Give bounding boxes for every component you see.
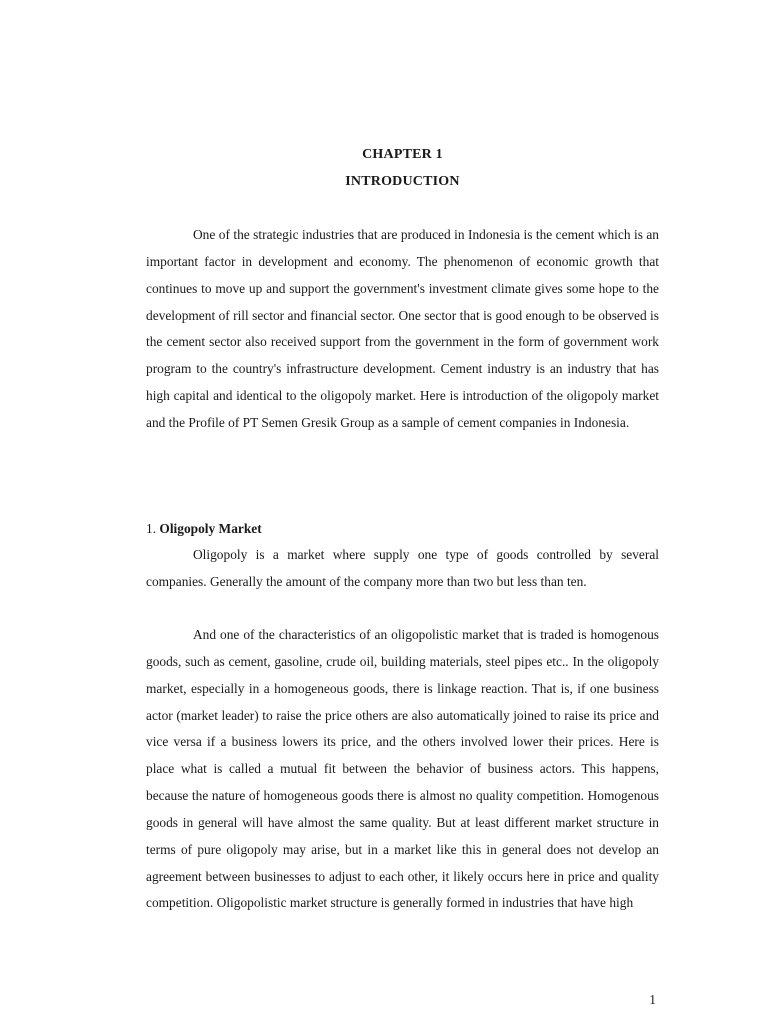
chapter-number: CHAPTER 1 [362, 147, 443, 162]
section-heading [146, 516, 262, 542]
oligopoly-definition-paragraph: Oligopoly is a market where supply one type of goods controlled by several companies. Generally the amount of the company more than two but less than ten. [146, 547, 659, 589]
chapter-title: INTRODUCTION [345, 174, 460, 189]
section-number: 1. [146, 521, 157, 536]
section-title: Oligopoly Market [159, 521, 262, 536]
page-number: 1 [649, 992, 656, 1007]
characteristics-paragraph: And one of the characteristics of an oligopolistic market that is traded is homogenous goods, such as cement, gasoline, crude oil, building materials, steel pipes etc.. In the oligopoly market, especially in a homogeneous goods, there is linkage reaction. That is, if one business actor (market leader) to raise the price others are also automatically joined to raise its price and vice versa if a business lowers its price, and the others involved lower their prices. Here is place what is called a mutual fit between the behavior of business actors. This happens, because the nature of homogeneous goods there is almost no quality competition. Homogenous goods in general will have almost the same quality. But at least different market structure in terms of pure oligopoly may arise, but in a market like this in general does not develop an agreement between businesses to adjust to each other, it likely occurs here in price and quality competition. Oligopolistic market structure is generally formed in industries that have high [146, 627, 659, 911]
intro-paragraph: One of the strategic industries that are produced in Indonesia is the cement which is an important factor in development and economy. The phenomenon of economic growth that continues to move up and support the government's investment climate gives some hope to the development of rill sector and financial sector. One sector that is good enough to be observed is the cement sector also received support from the government in the form of government work program to the country's infrastructure development. Cement industry is an industry that has high capital and identical to the oligopoly market. Here is introduction of the oligopoly market and the Profile of PT Semen Gresik Group as a sample of cement companies in Indonesia. [146, 227, 659, 430]
